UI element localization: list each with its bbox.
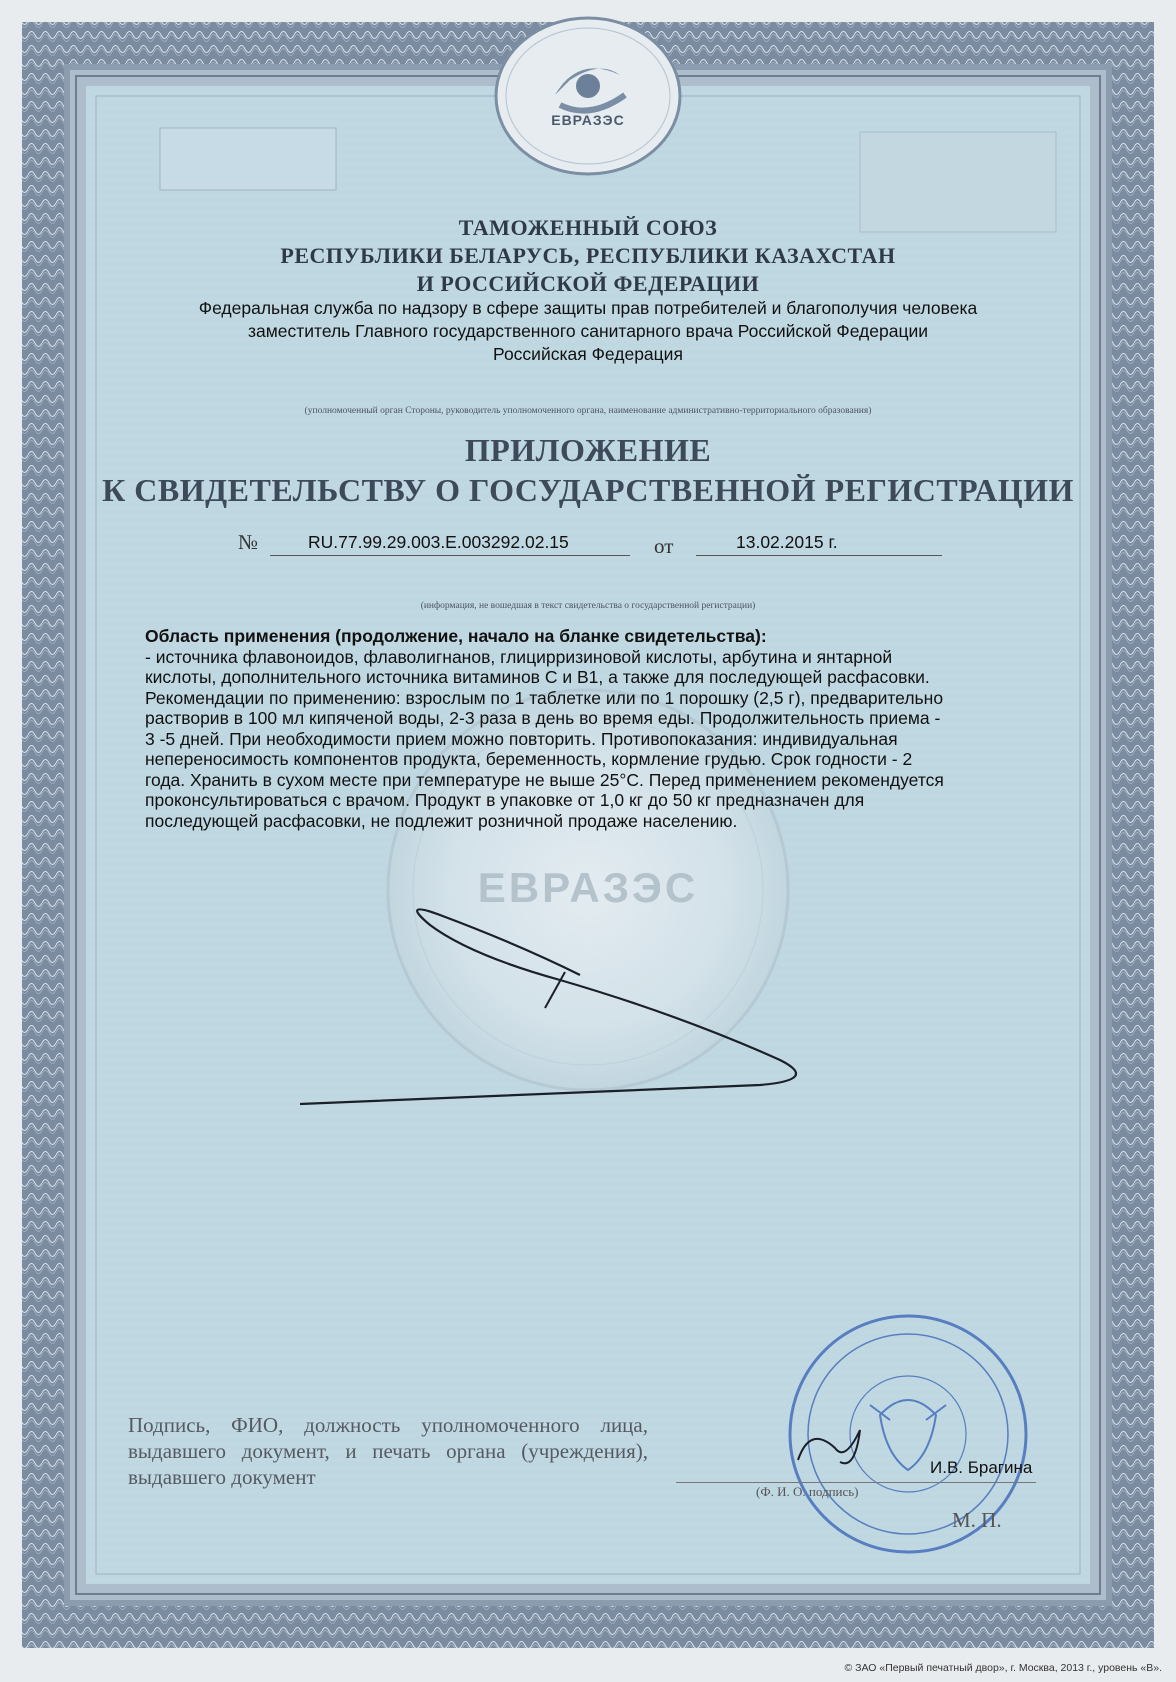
scope-line: непереносимость компонентов продукта, беременность, кормление грудью. Срок годности - 2 <box>145 749 913 769</box>
scope-section <box>145 626 1065 831</box>
stamp-place-label: М. П. <box>952 1508 1002 1532</box>
scope-line: проконсультироваться с врачом. Продукт в упаковке от 1,0 кг до 50 кг предназначен для <box>145 790 865 810</box>
document-title <box>0 430 1176 510</box>
scope-line: растворив в 100 мл кипяченой воды, 2-3 раза в день во время еды. Продолжительность приема - <box>145 708 941 728</box>
scope-line: - источника флавоноидов, флаволигнанов, глицирризиновой кислоты, арбутина и янтарной <box>145 646 893 667</box>
customs-union-heading <box>0 214 1176 298</box>
title-line-2: К СВИДЕТЕЛЬСТВУ О ГОСУДАРСТВЕННОЙ РЕГИСТРАЦИИ <box>102 472 1074 508</box>
scope-line: года. Хранить в сухом месте при температуре не выше 25°С. Перед применением рекомендуется <box>145 769 944 790</box>
authority-caption: (уполномоченный орган Стороны, руководитель уполномоченного органа, наименование административно-территориального образования) <box>304 406 872 416</box>
scope-line: Рекомендации по применению: взрослым по 1 таблетке или по 1 порошку (2,5 г), предварительно <box>145 687 944 708</box>
authority-line-1: Федеральная служба по надзору в сфере защиты прав потребителей и благополучия человека <box>198 298 978 318</box>
scope-line: кислоты, дополнительного источника витаминов С и В1, а также для последующей расфасовки. <box>145 667 930 687</box>
signature-underline <box>676 1482 1036 1483</box>
union-line-1: ТАМОЖЕННЫЙ СОЮЗ <box>458 215 718 240</box>
union-line-3: И РОССИЙСКОЙ ФЕДЕРАЦИИ <box>416 271 760 296</box>
registration-number: RU.77.99.29.003.Е.003292.02.15 <box>308 532 569 552</box>
scope-heading: Область применения (продолжение, начало на бланке свидетельства): <box>145 626 767 646</box>
evrazes-logo-label: ЕВРАЗЭС <box>551 112 625 128</box>
number-underline <box>270 555 630 556</box>
scope-line: 3 -5 дней. При необходимости прием можно повторить. Противопоказания: индивидуальная <box>145 728 898 749</box>
scope-line: последующей расфасовки, не подлежит розничной продаже населению. <box>145 810 738 831</box>
registration-caption: (информация, не вошедшая в текст свидетельства о государственной регистрации) <box>420 601 756 611</box>
registration-date: 13.02.2015 г. <box>736 532 838 552</box>
authority-block <box>0 297 1176 366</box>
number-label: № <box>238 530 259 554</box>
date-label: от <box>654 534 674 558</box>
fio-caption: (Ф. И. О. подпись) <box>756 1484 859 1499</box>
evrazes-watermark: ЕВРАЗЭС <box>477 864 699 911</box>
date-underline <box>696 555 942 556</box>
union-line-2: РЕСПУБЛИКИ БЕЛАРУСЬ, РЕСПУБЛИКИ КАЗАХСТАН <box>280 243 896 268</box>
signer-name: И.В. Брагина <box>930 1458 1033 1477</box>
signature-note: Подпись, ФИО, должность уполномоченного лица, выдавшего документ, и печать органа (учреждения), выдавшего документ <box>128 1413 648 1489</box>
title-line-1: ПРИЛОЖЕНИЕ <box>464 432 712 468</box>
authority-line-3: Российская Федерация <box>493 344 683 364</box>
printer-note: © ЗАО «Первый печатный двор», г. Москва, 2013 г., уровень «В». <box>844 1662 1162 1674</box>
authority-line-2: заместитель Главного государственного санитарного врача Российской Федерации <box>247 321 929 341</box>
